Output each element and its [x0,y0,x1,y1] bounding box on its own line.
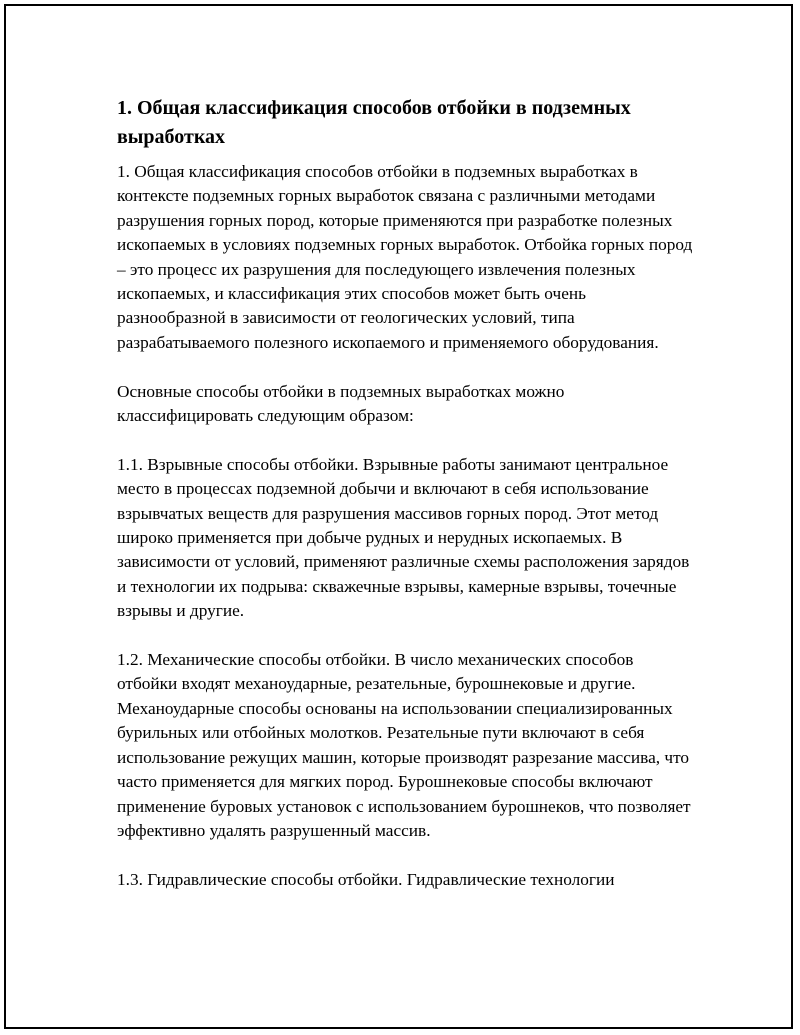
paragraph-mechanical-methods: 1.2. Механические способы отбойки. В число механических способов отбойки входят механоударные, резательные, бурошнековые и другие. Механоударные способы основаны на использовании специализированных бурильных или отбойных молотков. Резательные пути включают в себя использование режущих машин, которые производят разрезание массива, что часто применяется для мягких пород. Бурошнековые способы включают применение буровых установок с использованием бурошнеков, что позволяет эффективно удалять разрушенный массив. [117,650,691,840]
paragraph-explosive-methods: 1.1. Взрывные способы отбойки. Взрывные работы занимают центральное место в процессах подземной добычи и включают в себя использование взрывчатых веществ для разрушения массивов горных пород. Этот метод широко применяется при добыче рудных и нерудных ископаемых. В зависимости от условий, применяют различные схемы расположения зарядов и технологии их подрыва: скважечные взрывы, камерные взрывы, точечные взрывы и другие. [117,454,690,621]
paragraph-classification: Основные способы отбойки в подземных выработках можно классифицировать следующим образом: [117,381,565,426]
document-body [117,94,697,917]
paragraph-hydraulic-methods: 1.3. Гидравлические способы отбойки. Гидравлические технологии [117,869,615,889]
paragraph-intro: 1. Общая классификация способов отбойки в подземных выработках в контексте подземных горных выработок связана с различными методами разрушения горных пород, которые применяются при разработке полезных ископаемых в условиях подземных горных выработок. Отбойка горных пород – это процесс их разрушения для последующего извлечения полезных ископаемых, и классификация этих способов может быть очень разнообразной в зависимости от геологических условий, типа разрабатываемого полезного ископаемого и применяемого оборудования. [117,162,693,352]
section-heading: 1. Общая классификация способов отбойки в подземных выработках [117,97,631,148]
